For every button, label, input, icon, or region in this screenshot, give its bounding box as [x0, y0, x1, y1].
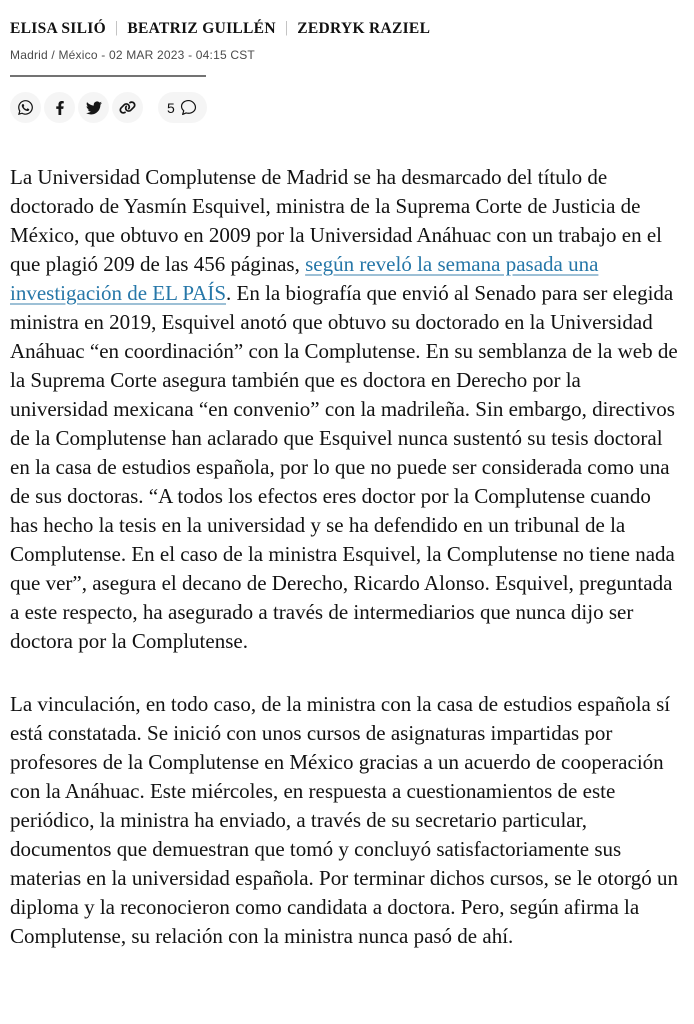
whatsapp-icon — [17, 99, 34, 116]
twitter-share-button[interactable] — [78, 92, 109, 123]
header-divider-rule — [10, 75, 206, 77]
facebook-icon — [53, 101, 67, 115]
investigation-inline-link[interactable]: según reveló la semana pasada una investigación de EL PAÍS — [10, 252, 599, 305]
comments-count: 5 — [167, 99, 175, 116]
paragraph-2: La vinculación, en todo caso, de la ministra con la casa de estudios española sí está constatada. Se inició con unos cursos de asignaturas impartidas por profesores de la Complutense en México gracias a un acuerdo de cooperación con la Anáhuac. Este miércoles, en respuesta a cuestionamientos de este periódico, la ministra ha enviado, a través de su secretario particular, documentos que demuestran que tomó y concluyó satisfactoriamente sus materias en la universidad española. Por terminar dichos cursos, se le otorgó un diploma y la reconocieron como candidata a doctora. Pero, según afirma la Complutense, su relación con la ministra nunca pasó de ahí. — [10, 692, 678, 948]
dateline: Madrid / México - 02 MAR 2023 - 04:15 CST — [10, 48, 255, 62]
copy-link-button[interactable] — [112, 92, 143, 123]
author-link-zedryk-raziel[interactable]: ZEDRYK RAZIEL — [297, 20, 431, 37]
comments-button[interactable] — [158, 92, 207, 123]
byline-separator: | — [284, 19, 289, 36]
link-icon — [119, 99, 136, 116]
article-header — [10, 20, 684, 123]
article-body — [10, 163, 684, 951]
facebook-share-button[interactable] — [44, 92, 75, 123]
whatsapp-share-button[interactable] — [10, 92, 41, 123]
author-link-elisa-silio[interactable]: ELISA SILIÓ — [10, 20, 106, 37]
paragraph-1 — [10, 163, 684, 656]
byline — [10, 20, 684, 38]
twitter-icon — [86, 100, 102, 116]
paragraph-1-text-before-link: La Universidad Complutense de Madrid se ha desmarcado del título de doctorado de Yasmín Esquivel, ministra de la Suprema Corte de Justicia de México, que obtuvo en 2009 por la Universidad Anáhuac con un trabajo en el que plagió 209 de las 456 páginas, — [10, 165, 662, 276]
comment-bubble-icon — [179, 98, 198, 117]
paragraph-1-text-after-link: . En la biografía que envió al Senado para ser elegida ministra en 2019, Esquivel anotó que obtuvo su doctorado en la Universidad Anáhuac “en coordinación” con la Complutense. En su semblanza de la web de la Suprema Corte asegura también que es doctora en Derecho por la universidad mexicana “en convenio” con la madrileña. Sin embargo, directivos de la Complutense han aclarado que Esquivel nunca sustentó su tesis doctoral en la casa de estudios española, por lo que no puede ser considerada como una de sus doctoras. “A todos los efectos eres doctor por la Complutense cuando has hecho la tesis en la universidad y se ha defendido en un tribunal de la Complutense. En el caso de la ministra Esquivel, la Complutense no tiene nada que ver”, asegura el decano de Derecho, Ricardo Alonso. Esquivel, preguntada a este respecto, ha asegurado a través de intermediarios que nunca dijo ser doctora por la Complutense. — [10, 281, 678, 653]
author-link-beatriz-guillen[interactable]: BEATRIZ GUILLÉN — [127, 20, 276, 37]
byline-separator: | — [114, 19, 119, 36]
share-toolbar — [10, 92, 684, 123]
